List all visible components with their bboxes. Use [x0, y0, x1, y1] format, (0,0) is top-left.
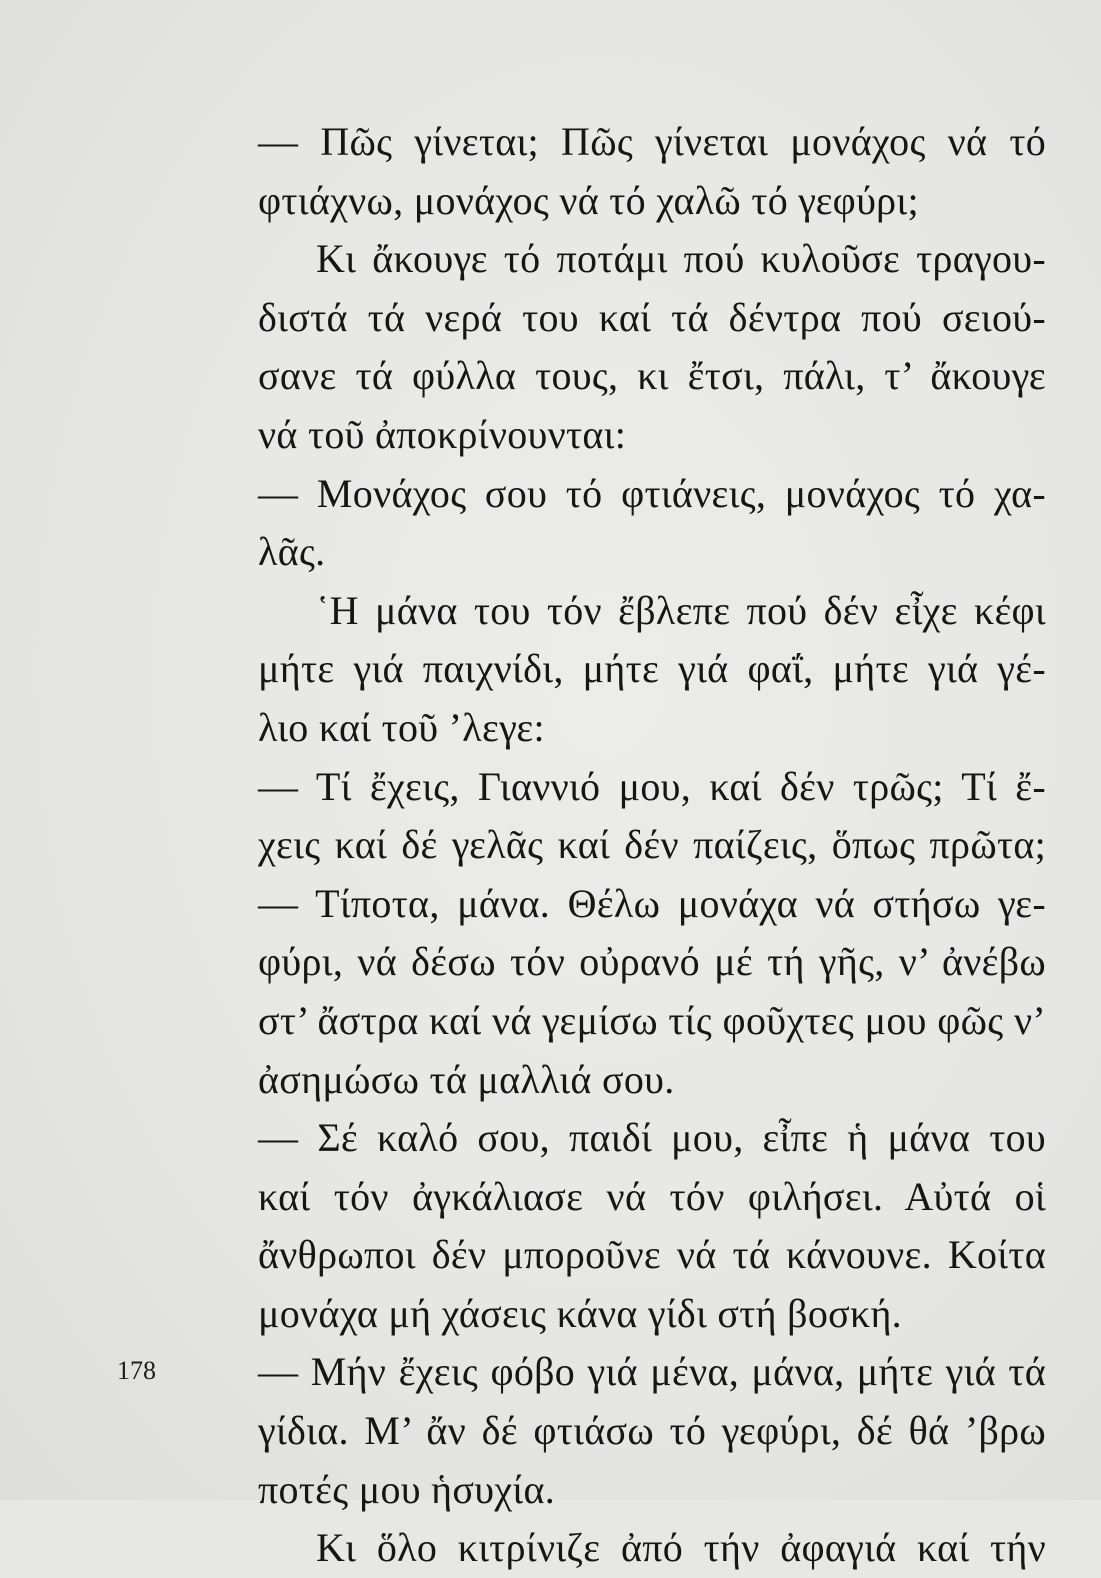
text-line: στ’ ἄστρα καί νά γεμίσω τίς φοῦχτες μου φῶς ν’ [258, 997, 1046, 1043]
text-line: μονάχα μή χάσεις κάνα γίδι στή βοσκή. [258, 1290, 902, 1336]
text-line: φτιάχνω, μονάχος νά τό χαλῶ τό γεφύρι; [258, 177, 919, 223]
text-line: ῾Η μάνα του τόν ἔβλεπε πού δέν εἶχε κέφι [316, 587, 1046, 633]
text-line: — Μήν ἔχεις φόβο γιά μένα, μάνα, μήτε γιά τά [258, 1349, 1046, 1395]
text-line: Κι ἄκουγε τό ποτάμι πού κυλοῦσε τραγου- [316, 236, 1046, 282]
body-text [258, 113, 1046, 1578]
text-line: — Σέ καλό σου, παιδί μου, εἶπε ἡ μάνα του [258, 1115, 1046, 1161]
text-line: σανε τά φύλλα τους, κι ἔτσι, πάλι, τ’ ἄκουγε [258, 353, 1046, 399]
text-line: διστά τά νερά του καί τά δέντρα πού σειού- [258, 294, 1046, 340]
text-line: ἀσημώσω τά μαλλιά σου. [258, 1056, 675, 1102]
text-line: — Τί ἔχεις, Γιαννιό μου, καί δέν τρῶς; Τί ἔ- [258, 763, 1046, 809]
text-line: Κι ὅλο κιτρίνιζε ἀπό τήν ἀφαγιά καί τήν [316, 1525, 1046, 1571]
text-line: — Μονάχος σου τό φτιάνεις, μονάχος τό χα- [258, 470, 1046, 516]
text-line: γίδια. Μ’ ἄν δέ φτιάσω τό γεφύρι, δέ θά ’βρω [258, 1408, 1046, 1454]
text-line: — Τίποτα, μάνα. Θέλω μονάχα νά στήσω γε- [258, 880, 1046, 926]
text-line: ποτές μου ἡσυχία. [258, 1466, 556, 1512]
text-line: λᾶς. [258, 529, 326, 575]
text-line: — Πῶς γίνεται; Πῶς γίνεται μονάχος νά τό [258, 119, 1046, 164]
text-line: χεις καί δέ γελᾶς καί δέν παίζεις, ὅπως πρῶτα; [258, 822, 1046, 868]
text-line: μήτε γιά παιχνίδι, μήτε γιά φαΐ, μήτε γιά γέ- [258, 646, 1046, 692]
page-number: 178 [117, 1356, 156, 1385]
text-line: καί τόν ἀγκάλιασε νά τόν φιλήσει. Αὐτά οἱ [258, 1173, 1046, 1219]
text-line: λιο καί τοῦ ’λεγε: [258, 704, 545, 750]
text-line: φύρι, νά δέσω τόν οὐρανό μέ τή γῆς, ν’ ἀνέβω [258, 939, 1046, 985]
text-line: ἄνθρωποι δέν μποροῦνε νά τά κάνουνε. Κοίτα [258, 1232, 1046, 1278]
text-line: νά τοῦ ἀποκρίνουνται: [258, 411, 627, 457]
